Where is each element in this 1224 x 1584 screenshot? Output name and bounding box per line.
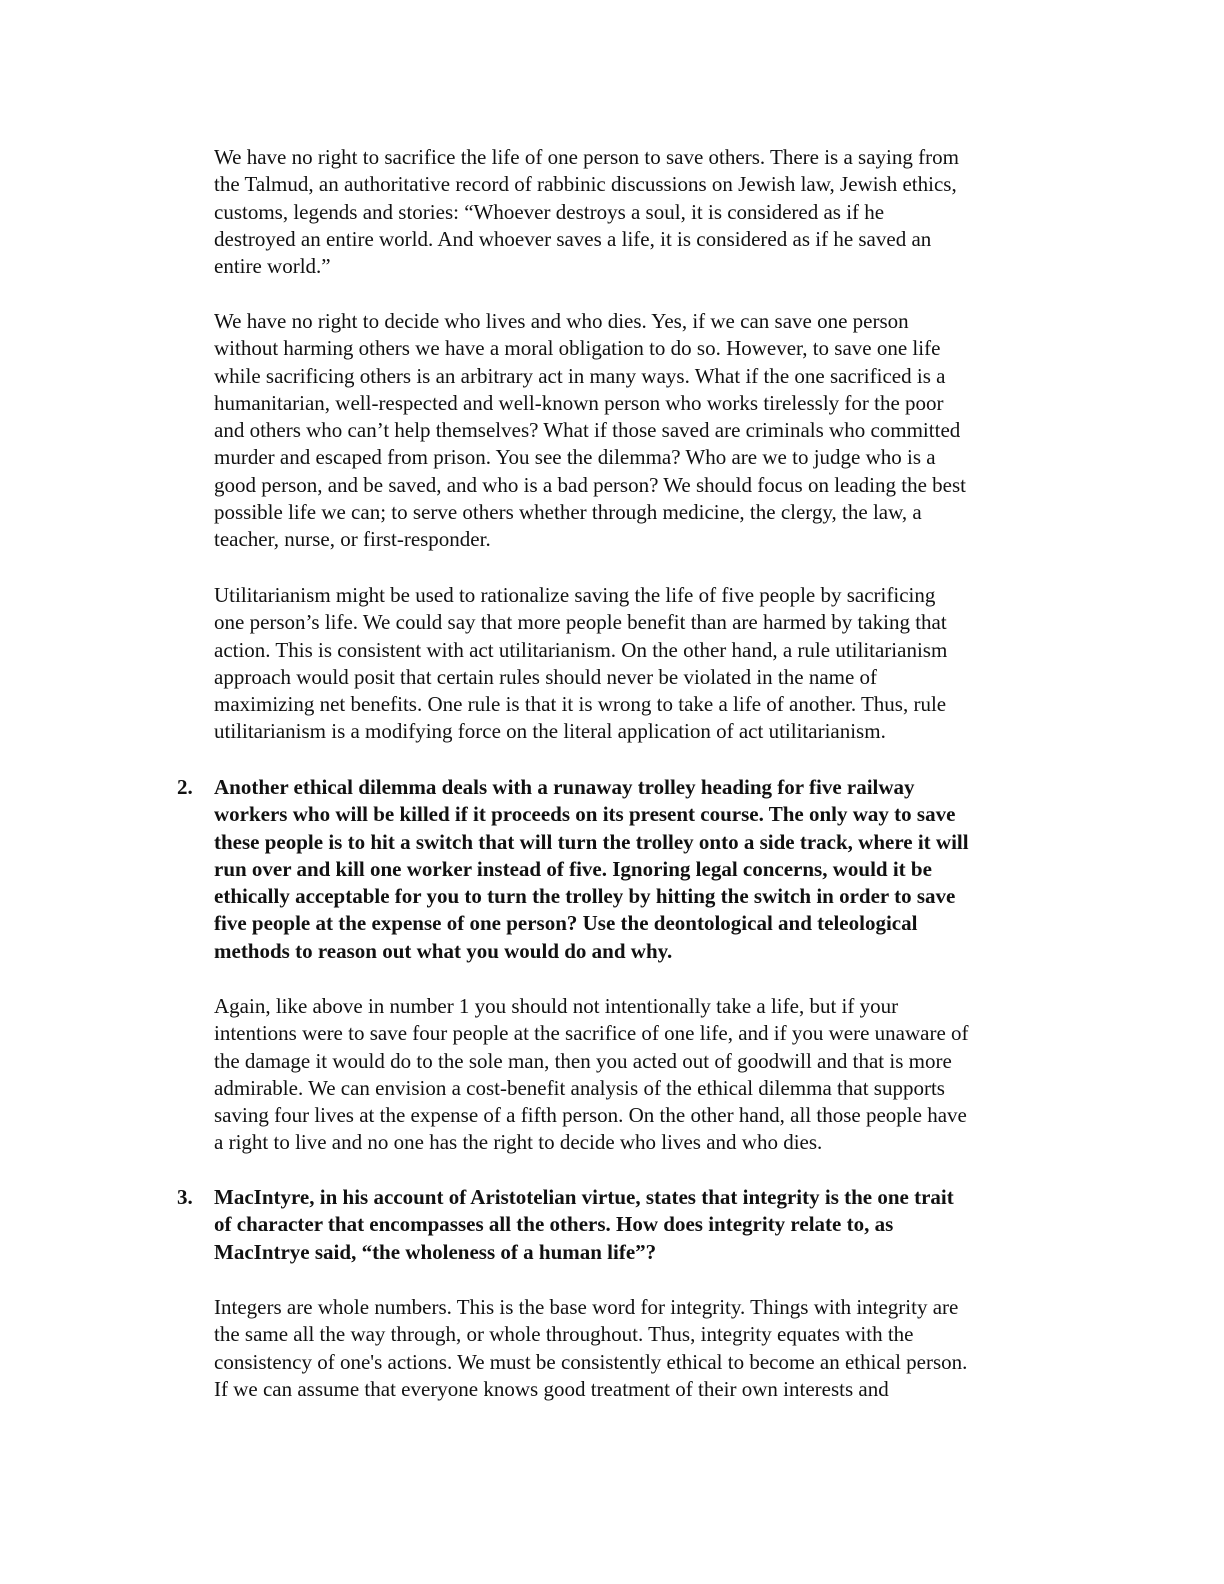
paragraph-who-lives: We have no right to decide who lives and who dies. Yes, if we can save one person without harming others we have a moral obligation to do so. However, to save one life while sacrificing others is an arbitrary act in many ways. What if the one sacrificed is a humanitarian, well-respected and well-known person who works tirelessly for the poor and others who can’t help themselves? What if those saved are criminals who committed murder and escaped from prison. You see the dilemma? Who are we to judge who is a good person, and be saved, and who is a bad person? We should focus on leading the best possible life we can; to serve others whether through medicine, the clergy, the law, a teacher, nurse, or first-responder. (214, 309, 967, 552)
question-2-text: Another ethical dilemma deals with a runaway trolley heading for five railway workers who will be killed if it proceeds on its present course. The only way to save these people is to hit a switch that will turn the trolley onto a side track, where it will run over and kill one worker instead of five. Ignoring legal concerns, would it be ethically acceptable for you to turn the trolley by hitting the switch in order to save five people at the expense of one person? Use the deontological and teleological methods to reason out what you would do and why. (214, 775, 969, 963)
paragraph-utilitarianism: Utilitarianism might be used to rationalize saving the life of five people by sacrificing one person’s life. We could say that more people benefit than are harmed by taking that action. This is consistent with act utilitarianism. On the other hand, a rule utilitarianism approach would posit that certain rules should never be violated in the name of maximizing net benefits. One rule is that it is wrong to take a life of another. Thus, rule utilitarianism is a modifying force on the literal application of act utilitarianism. (214, 583, 948, 744)
question-2-number: 2. (177, 775, 193, 799)
paragraph-talmud: We have no right to sacrifice the life of one person to save others. There is a saying from the Talmud, an authoritative record of rabbinic discussions on Jewish law, Jewish ethics, customs, legends and stories: “Whoever destroys a soul, it is considered as if he destroyed an entire world. And whoever saves a life, it is considered as if he saved an entire world.” (214, 145, 959, 279)
paragraph-trolley-answer: Again, like above in number 1 you should not intentionally take a life, but if your intentions were to save four people at the sacrifice of one life, and if you were unaware of the damage it would do to the sole man, then you acted out of goodwill and that is more admirable. We can envision a cost-benefit analysis of the ethical dilemma that supports saving four lives at the expense of a fifth person. On the other hand, all those people have a right to live and no one has the right to decide who lives and who dies. (214, 994, 969, 1155)
paragraph-integrity: Integers are whole numbers. This is the base word for integrity. Things with integrity are the same all the way through, or whole throughout. Thus, integrity equates with the consistency of one's actions. We must be consistently ethical to become an ethical person. If we can assume that everyone knows good treatment of their own interests and (214, 1295, 968, 1401)
question-3-number: 3. (177, 1185, 193, 1209)
question-3-text: MacIntyre, in his account of Aristotelian virtue, states that integrity is the one trait of character that encompasses all the others. How does integrity relate to, as MacIntrye said, “the wholeness of a human life”? (214, 1185, 954, 1264)
